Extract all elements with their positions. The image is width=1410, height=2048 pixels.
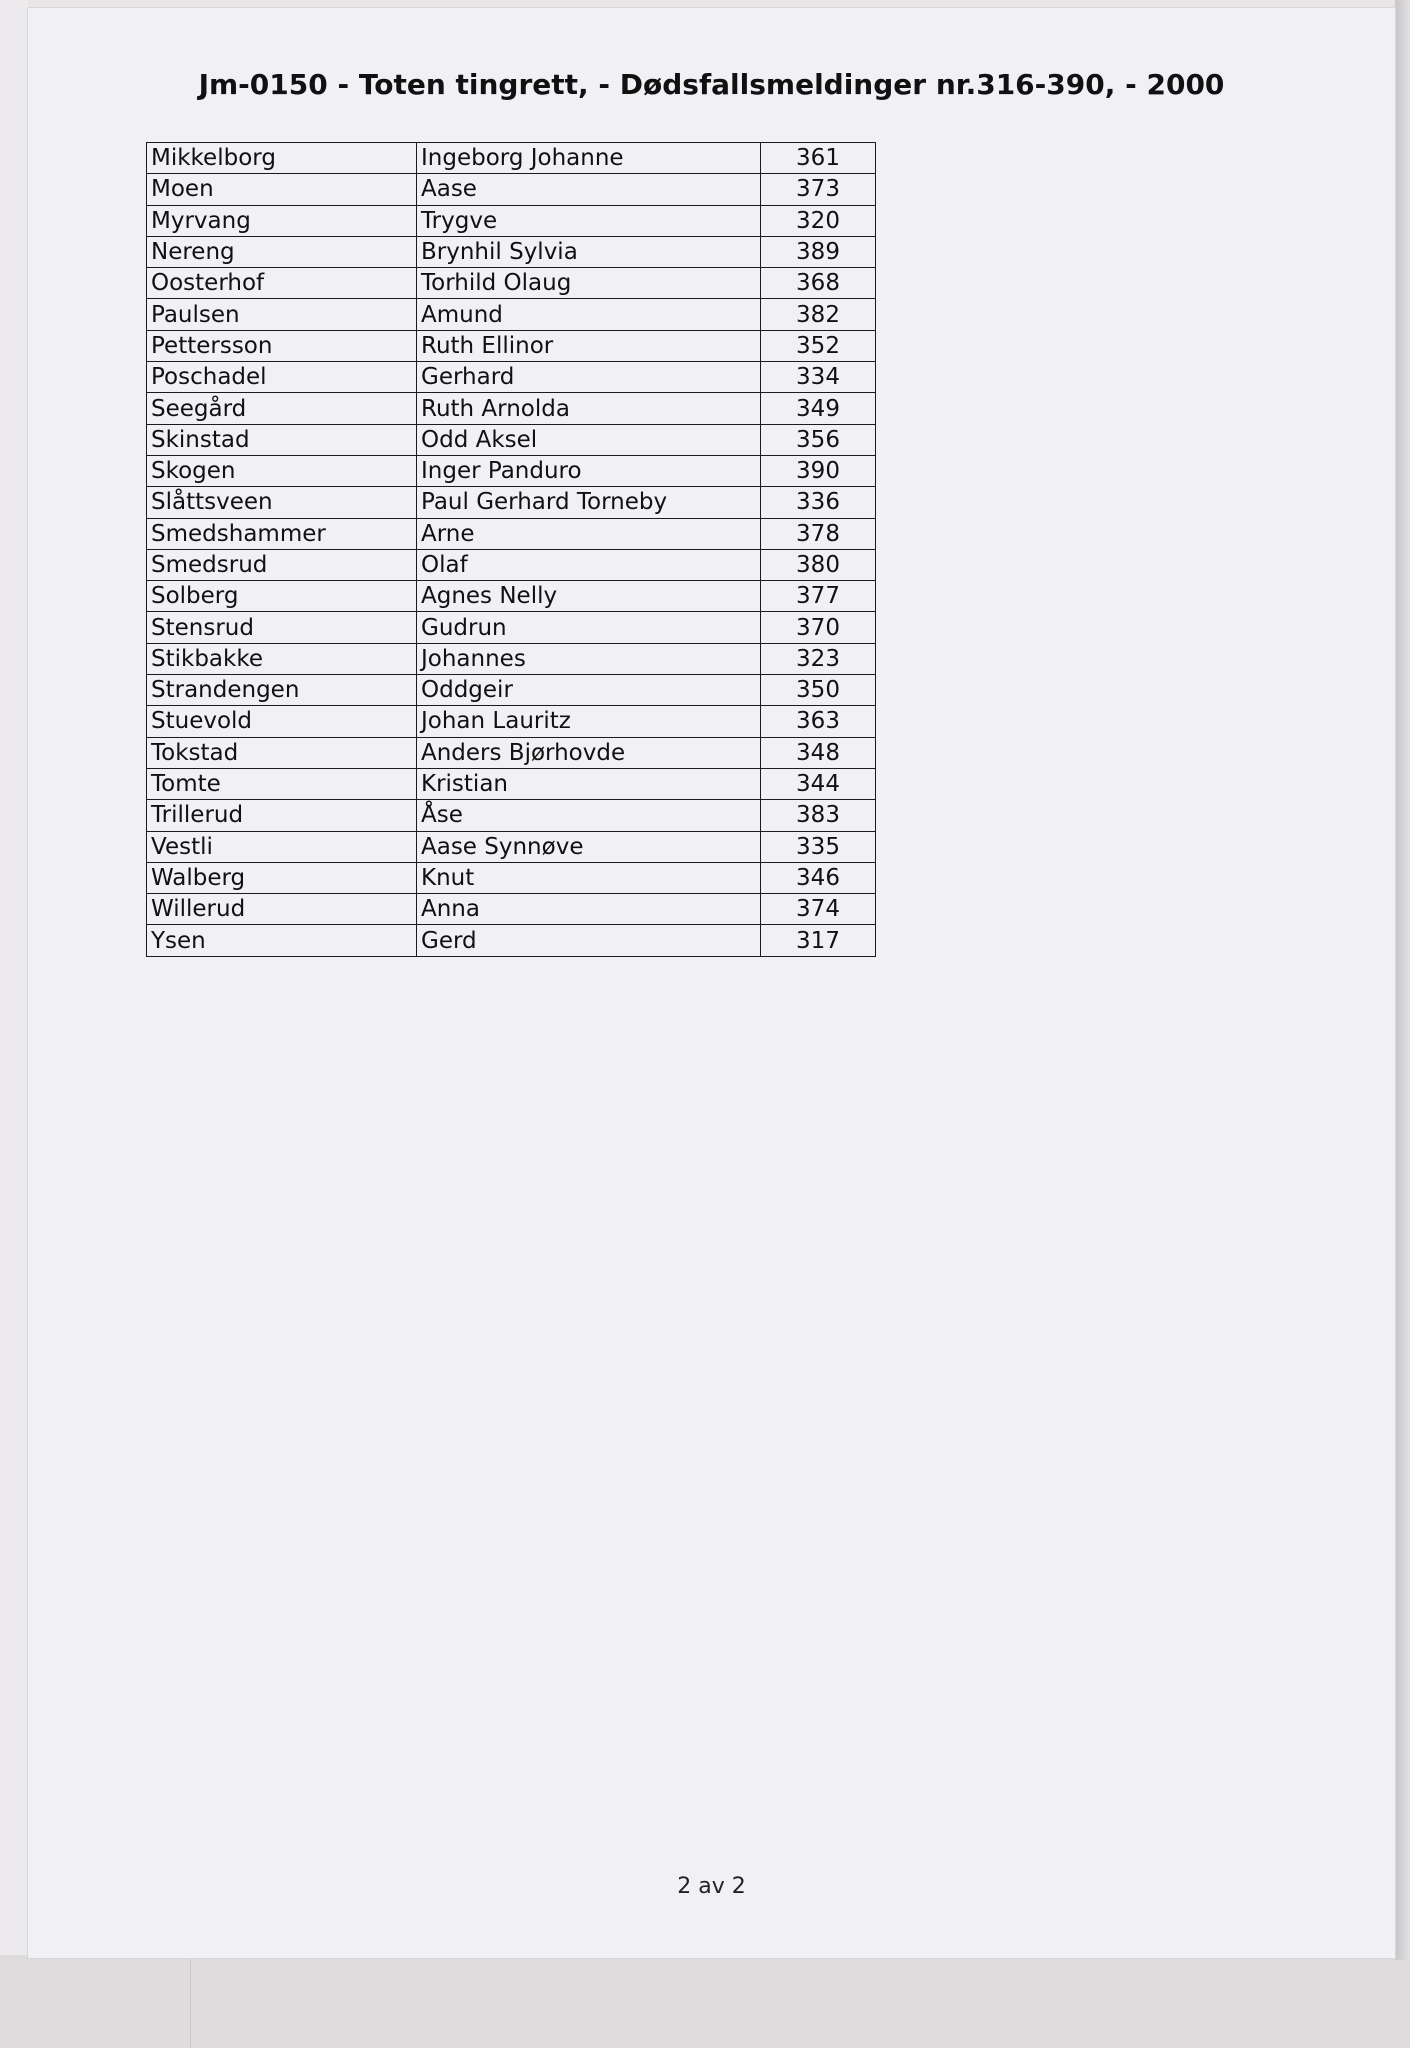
report-number-cell: 317: [761, 925, 876, 956]
given-names-cell: Torhild Olaug: [417, 268, 761, 299]
given-names-cell: Odd Aksel: [417, 424, 761, 455]
table-row: [147, 612, 876, 643]
report-number-cell: 378: [761, 518, 876, 549]
table-row: [147, 174, 876, 205]
given-names-cell: Oddgeir: [417, 675, 761, 706]
report-number-cell: 334: [761, 362, 876, 393]
given-names-cell: Ruth Ellinor: [417, 330, 761, 361]
surname-cell: Willerud: [147, 894, 417, 925]
surname-cell: Trillerud: [147, 800, 417, 831]
surname-cell: Tokstad: [147, 737, 417, 768]
surname-cell: Stensrud: [147, 612, 417, 643]
given-names-cell: Johannes: [417, 643, 761, 674]
surname-cell: Paulsen: [147, 299, 417, 330]
surname-cell: Pettersson: [147, 330, 417, 361]
given-names-cell: Anna: [417, 894, 761, 925]
given-names-cell: Aase Synnøve: [417, 831, 761, 862]
given-names-cell: Brynhil Sylvia: [417, 236, 761, 267]
given-names-cell: Anders Bjørhovde: [417, 737, 761, 768]
given-names-cell: Ingeborg Johanne: [417, 143, 761, 174]
page-indicator: 2 av 2: [677, 1874, 746, 1899]
page-edge-shadow: [1395, 0, 1410, 1960]
document-title: Jm-0150 - Toten tingrett, - Dødsfallsmeldinger nr.316-390, - 2000: [198, 68, 1225, 101]
report-number-cell: 383: [761, 800, 876, 831]
given-names-cell: Knut: [417, 862, 761, 893]
given-names-cell: Arne: [417, 518, 761, 549]
table-row: [147, 925, 876, 956]
surname-cell: Poschadel: [147, 362, 417, 393]
table-row: [147, 236, 876, 267]
table-row: [147, 487, 876, 518]
surname-cell: Smedsrud: [147, 549, 417, 580]
scan-background-bottom: [0, 1955, 1410, 2048]
given-names-cell: Kristian: [417, 768, 761, 799]
surname-cell: Ysen: [147, 925, 417, 956]
table-row: [147, 362, 876, 393]
report-number-cell: 348: [761, 737, 876, 768]
given-names-cell: Agnes Nelly: [417, 581, 761, 612]
report-number-cell: 370: [761, 612, 876, 643]
table-row: [147, 205, 876, 236]
surname-cell: Stuevold: [147, 706, 417, 737]
report-number-cell: 350: [761, 675, 876, 706]
given-names-cell: Inger Panduro: [417, 455, 761, 486]
report-number-cell: 374: [761, 894, 876, 925]
given-names-cell: Johan Lauritz: [417, 706, 761, 737]
report-number-cell: 373: [761, 174, 876, 205]
given-names-cell: Ruth Arnolda: [417, 393, 761, 424]
table-row: [147, 768, 876, 799]
surname-cell: Oosterhof: [147, 268, 417, 299]
death-register-table: [146, 142, 876, 957]
table-row: [147, 393, 876, 424]
surname-cell: Slåttsveen: [147, 487, 417, 518]
table-row: [147, 299, 876, 330]
table-row: [147, 424, 876, 455]
surname-cell: Nereng: [147, 236, 417, 267]
report-number-cell: 390: [761, 455, 876, 486]
table-row: [147, 800, 876, 831]
surname-cell: Solberg: [147, 581, 417, 612]
report-number-cell: 349: [761, 393, 876, 424]
surname-cell: Skinstad: [147, 424, 417, 455]
report-number-cell: 377: [761, 581, 876, 612]
surname-cell: Seegård: [147, 393, 417, 424]
surname-cell: Strandengen: [147, 675, 417, 706]
report-number-cell: 380: [761, 549, 876, 580]
report-number-cell: 336: [761, 487, 876, 518]
surname-cell: Myrvang: [147, 205, 417, 236]
surname-cell: Vestli: [147, 831, 417, 862]
surname-cell: Mikkelborg: [147, 143, 417, 174]
scan-background-left: [0, 0, 28, 1960]
given-names-cell: Trygve: [417, 205, 761, 236]
table-row: [147, 518, 876, 549]
register-table-body: [147, 143, 876, 957]
table-row: [147, 455, 876, 486]
given-names-cell: Paul Gerhard Torneby: [417, 487, 761, 518]
document-page: [28, 8, 1395, 1958]
scan-fold-line: [190, 1955, 191, 2048]
report-number-cell: 356: [761, 424, 876, 455]
table-row: [147, 643, 876, 674]
table-row: [147, 894, 876, 925]
report-number-cell: 323: [761, 643, 876, 674]
report-number-cell: 361: [761, 143, 876, 174]
table-row: [147, 581, 876, 612]
report-number-cell: 320: [761, 205, 876, 236]
given-names-cell: Åse: [417, 800, 761, 831]
report-number-cell: 389: [761, 236, 876, 267]
table-row: [147, 330, 876, 361]
given-names-cell: Gudrun: [417, 612, 761, 643]
surname-cell: Skogen: [147, 455, 417, 486]
report-number-cell: 368: [761, 268, 876, 299]
table-row: [147, 675, 876, 706]
report-number-cell: 363: [761, 706, 876, 737]
surname-cell: Stikbakke: [147, 643, 417, 674]
report-number-cell: 344: [761, 768, 876, 799]
report-number-cell: 335: [761, 831, 876, 862]
surname-cell: Tomte: [147, 768, 417, 799]
report-number-cell: 382: [761, 299, 876, 330]
table-row: [147, 143, 876, 174]
given-names-cell: Gerd: [417, 925, 761, 956]
surname-cell: Walberg: [147, 862, 417, 893]
table-row: [147, 549, 876, 580]
surname-cell: Moen: [147, 174, 417, 205]
report-number-cell: 346: [761, 862, 876, 893]
report-number-cell: 352: [761, 330, 876, 361]
table-row: [147, 268, 876, 299]
given-names-cell: Gerhard: [417, 362, 761, 393]
table-row: [147, 862, 876, 893]
table-row: [147, 831, 876, 862]
table-row: [147, 706, 876, 737]
given-names-cell: Aase: [417, 174, 761, 205]
given-names-cell: Amund: [417, 299, 761, 330]
table-row: [147, 737, 876, 768]
surname-cell: Smedshammer: [147, 518, 417, 549]
given-names-cell: Olaf: [417, 549, 761, 580]
